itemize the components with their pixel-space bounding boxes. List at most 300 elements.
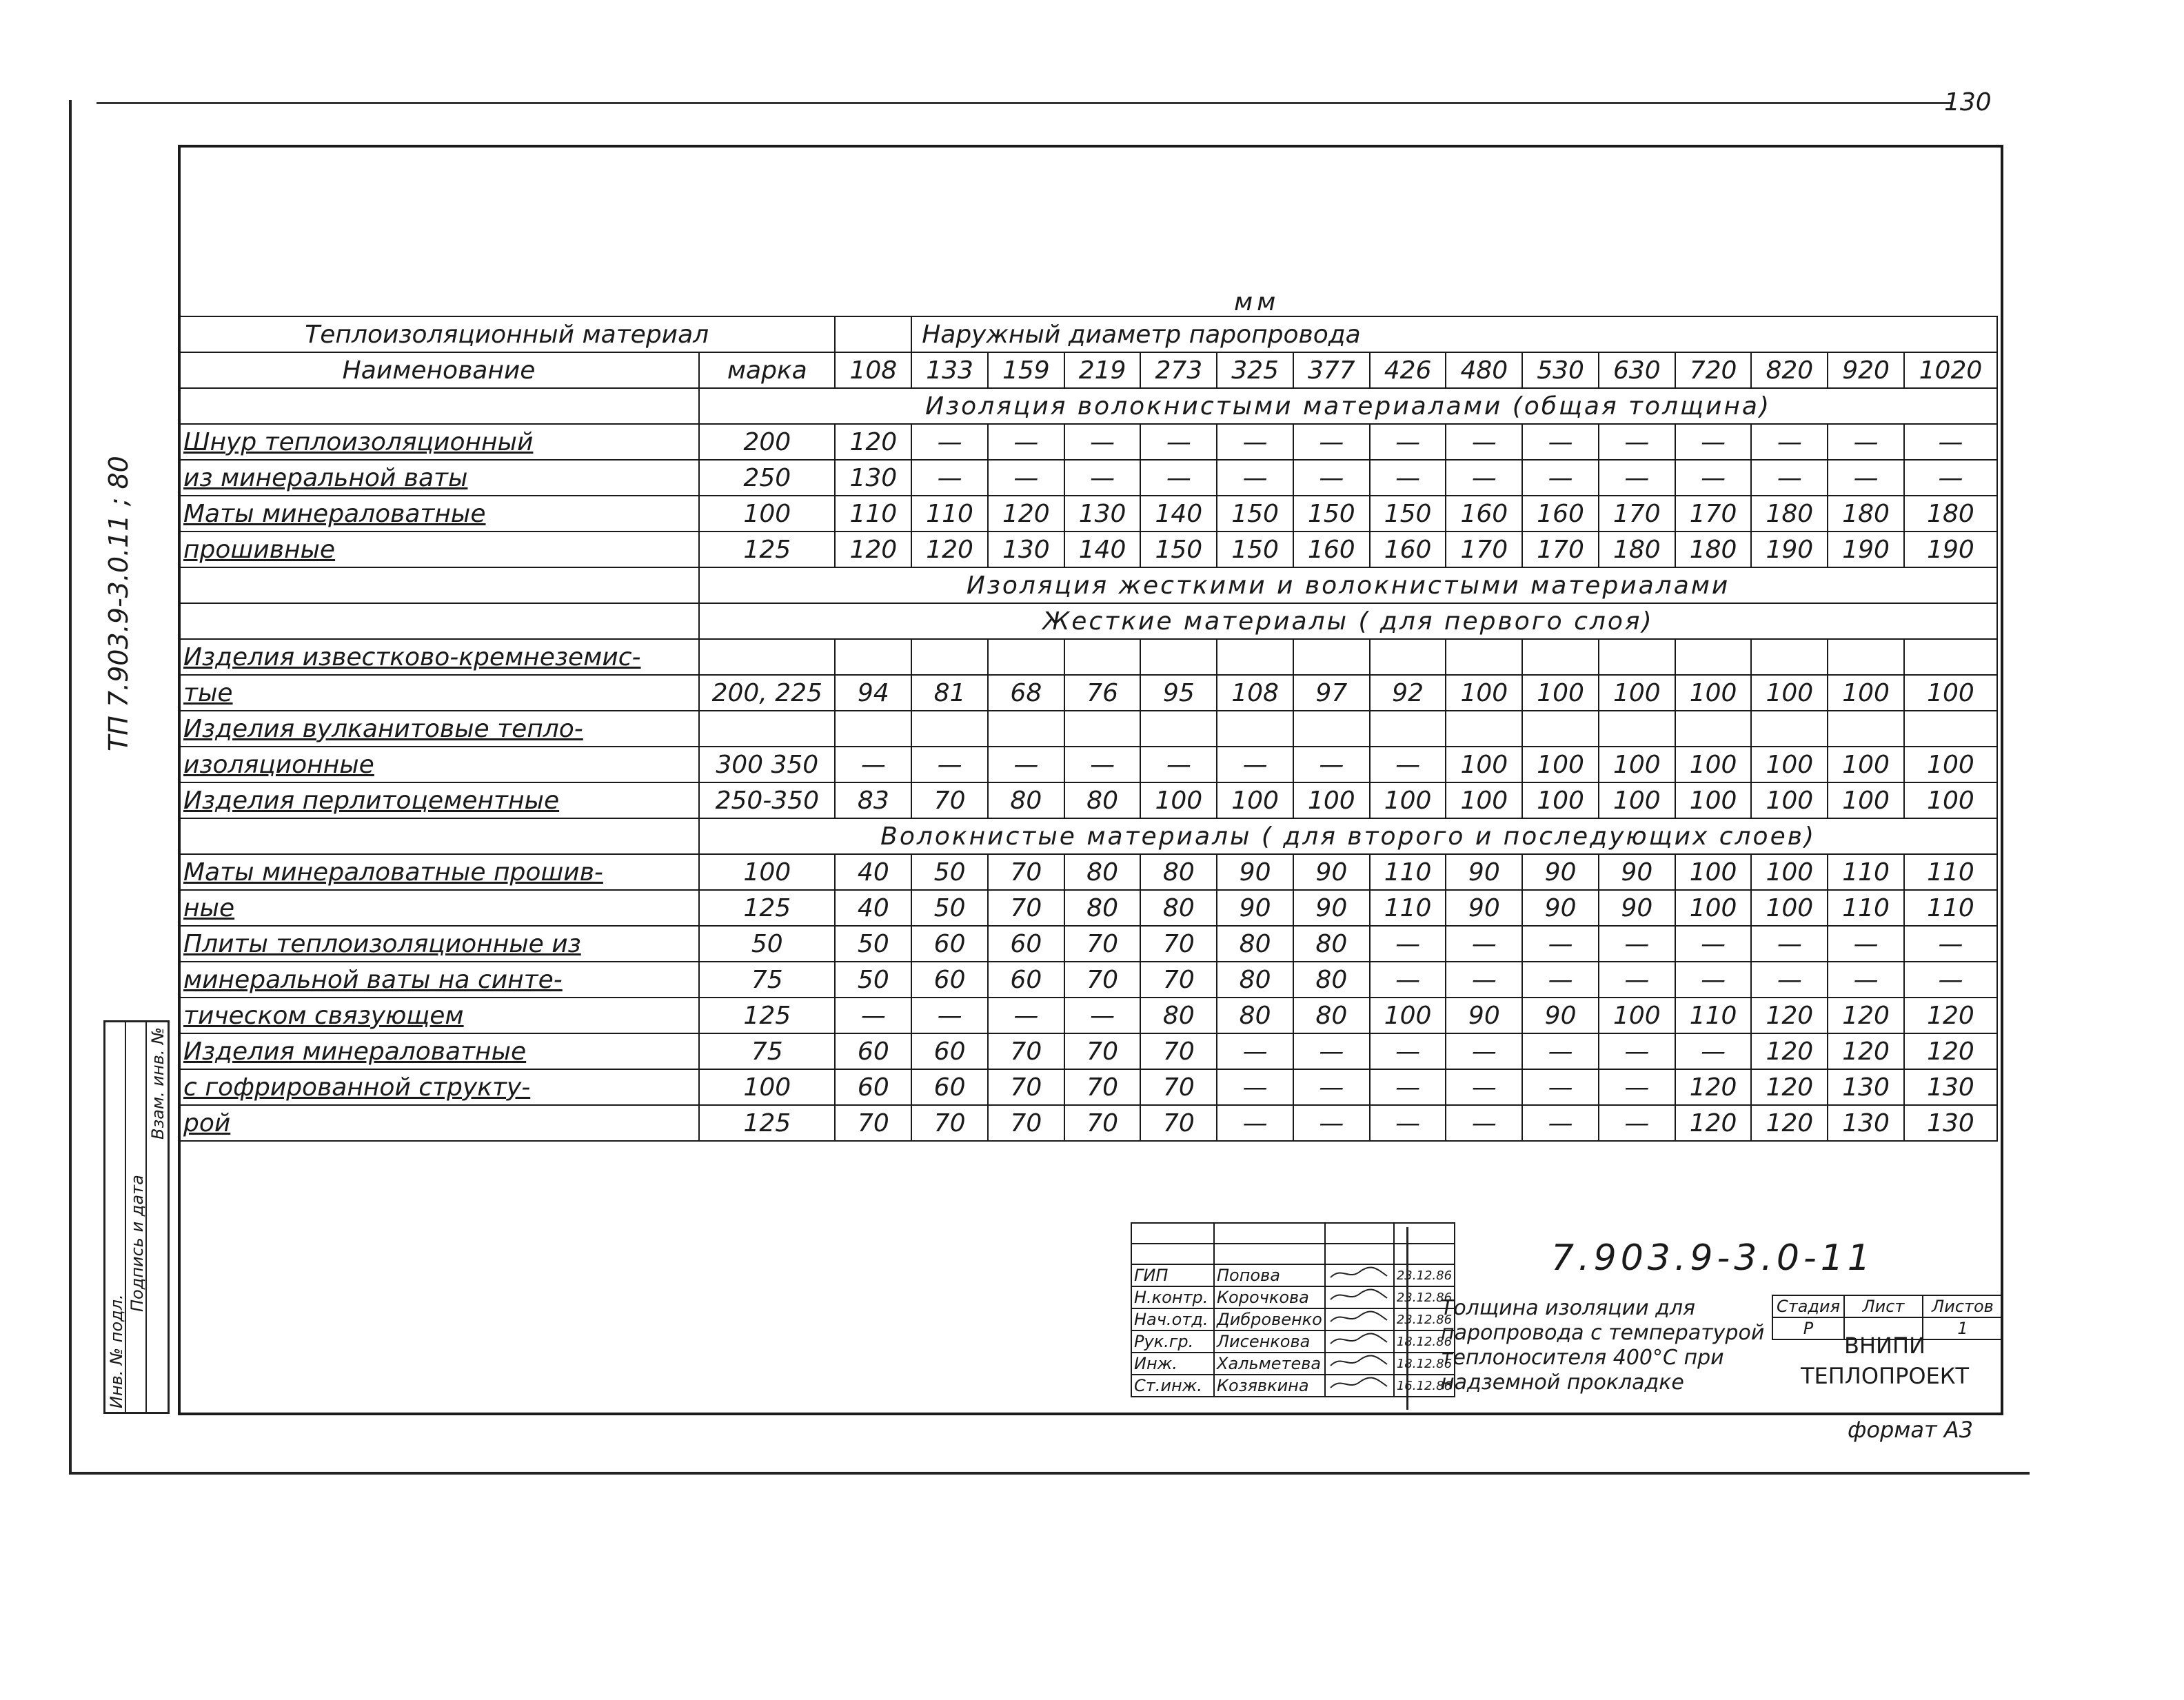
row-value: 80 [1064,854,1141,890]
row-value: 110 [1904,854,1997,890]
row-value [1293,711,1370,747]
table-row [179,1033,1997,1069]
row-value: — [1217,1069,1293,1105]
row-value [1446,711,1522,747]
signature-mark [1328,1309,1390,1326]
row-value: 100 [1675,675,1752,711]
row-mark: 50 [699,926,835,962]
row-value [911,711,988,747]
row-value: — [1217,747,1293,782]
row-value: — [1370,747,1446,782]
row-value: 76 [1064,675,1141,711]
row-value: 80 [1064,782,1141,818]
row-value: 50 [911,890,988,926]
row-value: 70 [988,854,1064,890]
staff-name: Лисенкова [1214,1330,1325,1353]
row-value: 130 [988,532,1064,567]
row-value: — [911,747,988,782]
row-value [1064,711,1141,747]
row-value: — [1064,460,1141,496]
row-value: — [1217,1033,1293,1069]
row-value: 80 [1064,890,1141,926]
row-value: — [1675,1033,1752,1069]
staff-date: 23.12.86 [1394,1264,1455,1286]
row-mark: 125 [699,1105,835,1141]
row-value: 120 [988,496,1064,532]
side-signature-box [103,1020,170,1414]
row-value [1599,711,1675,747]
row-value: — [1675,926,1752,962]
row-value: 160 [1446,496,1522,532]
row-value: 70 [835,1105,911,1141]
table-row [179,782,1997,818]
row-value: 120 [1751,1033,1828,1069]
row-value [1446,639,1522,675]
row-mark: 300 350 [699,747,835,782]
staff-blank-cell [1214,1244,1325,1264]
row-value [988,639,1064,675]
row-value [1217,711,1293,747]
row-value: 70 [1140,1033,1217,1069]
row-value: 100 [1828,747,1904,782]
row-value: — [1446,926,1522,962]
staff-signature [1325,1286,1394,1308]
row-value: — [1828,962,1904,998]
table-row [179,926,1997,962]
row-value: 80 [1217,962,1293,998]
row-value: 120 [1904,1033,1997,1069]
row-value [1675,711,1752,747]
row-value: 90 [1217,854,1293,890]
row-value [1522,711,1599,747]
row-value: 100 [1522,675,1599,711]
row-value: 80 [1140,890,1217,926]
row-value: — [1293,747,1370,782]
row-value: 100 [1904,782,1997,818]
row-value: 100 [1522,782,1599,818]
staff-blank-cell [1131,1223,1214,1244]
row-value: 100 [1675,854,1752,890]
row-value: 60 [988,962,1064,998]
staff-signature [1325,1330,1394,1353]
row-mark: 200 [699,424,835,460]
row-value: 50 [835,926,911,962]
row-value: 120 [1751,1105,1828,1141]
row-value: — [1140,424,1217,460]
header-mark: марка [699,352,835,388]
row-value: 120 [1751,1069,1828,1105]
header-name: Наименование [179,352,699,388]
row-mark: 200, 225 [699,675,835,711]
row-value: — [1140,460,1217,496]
row-value: 100 [1751,782,1828,818]
row-value: 120 [1828,1033,1904,1069]
row-value: 100 [1828,675,1904,711]
row-name: рой [179,1105,699,1141]
row-value [1140,711,1217,747]
row-value [1599,639,1675,675]
table-row [179,747,1997,782]
row-value: 100 [1751,675,1828,711]
row-value: 80 [1293,926,1370,962]
row-value: — [911,998,988,1033]
row-value: — [1522,460,1599,496]
row-value: — [1599,1105,1675,1141]
row-value: — [1599,926,1675,962]
row-value [1828,639,1904,675]
row-value: 130 [1064,496,1141,532]
row-name: с гофрированной структу- [179,1069,699,1105]
row-value: — [835,747,911,782]
row-value: 100 [1599,747,1675,782]
table-row [179,711,1997,747]
sheets-value: 1 [1923,1317,2003,1339]
row-value: 140 [1064,532,1141,567]
organization [1772,1330,1998,1391]
row-value: — [1904,926,1997,962]
row-value: 70 [1140,1069,1217,1105]
row-value: — [1599,1069,1675,1105]
header-blank [835,316,911,352]
row-value: 70 [1064,1069,1141,1105]
row-mark [699,639,835,675]
row-value: 190 [1751,532,1828,567]
row-value: 70 [1064,926,1141,962]
header-diameter-value: 1020 [1904,352,1997,388]
row-value: 100 [1370,998,1446,1033]
row-value: 90 [1522,998,1599,1033]
row-value: 100 [1828,782,1904,818]
row-value: 70 [1064,1033,1141,1069]
staff-role: Инж. [1131,1353,1214,1375]
row-value: 120 [835,532,911,567]
insulation-table [178,316,1998,1142]
row-value: 130 [1828,1069,1904,1105]
staff-date: 18.12.86 [1394,1353,1455,1375]
row-value: — [1751,460,1828,496]
row-value: 90 [1522,890,1599,926]
row-value: 100 [1446,782,1522,818]
staff-signature [1325,1375,1394,1397]
row-value: 94 [835,675,911,711]
staff-role: Нач.отд. [1131,1308,1214,1330]
staff-signature [1325,1353,1394,1375]
row-value: — [1370,1033,1446,1069]
section-row [179,603,1997,639]
row-value [1675,639,1752,675]
row-value: 80 [1217,926,1293,962]
row-value: 60 [835,1033,911,1069]
row-value: 100 [1675,890,1752,926]
row-value: 90 [1522,854,1599,890]
row-value: 100 [1675,782,1752,818]
row-value: — [1370,1069,1446,1105]
row-value: 150 [1293,496,1370,532]
row-value: 60 [988,926,1064,962]
row-value: 120 [1904,998,1997,1033]
header-diameter-value: 108 [835,352,911,388]
row-value: 70 [1064,962,1141,998]
row-value: 120 [911,532,988,567]
table-row [179,1105,1997,1141]
side-code: ТП 7.903.9-3.0.11 ; 80 [103,456,134,751]
staff-name: Корочкова [1214,1286,1325,1308]
section-blank [179,818,699,854]
row-value: — [1828,926,1904,962]
row-value [835,711,911,747]
section-title: Изоляция волокнистыми материалами (общая толщина) [699,388,1997,424]
row-name: прошивные [179,532,699,567]
row-value: — [1599,962,1675,998]
row-value: 100 [1370,782,1446,818]
row-value: 100 [1446,747,1522,782]
row-value: 110 [1828,890,1904,926]
row-value: — [1064,424,1141,460]
row-value: 68 [988,675,1064,711]
row-mark: 100 [699,854,835,890]
row-value: 120 [1675,1105,1752,1141]
row-value: — [1522,1069,1599,1105]
row-value: — [1370,460,1446,496]
row-value: 108 [1217,675,1293,711]
row-value: — [1370,1105,1446,1141]
staff-signature [1325,1308,1394,1330]
row-value [1522,639,1599,675]
format-label: формат А3 [1848,1417,1974,1443]
row-value: — [1217,1105,1293,1141]
staff-date: 16.12.86 [1394,1375,1455,1397]
staff-date: 23.12.86 [1394,1308,1455,1330]
row-value: 150 [1217,496,1293,532]
row-name: тые [179,675,699,711]
row-value: 60 [835,1069,911,1105]
header-diameter-value: 820 [1751,352,1828,388]
stage-value: Р [1772,1317,1844,1339]
row-value: 170 [1522,532,1599,567]
row-value [1751,639,1828,675]
row-value: 70 [988,1105,1064,1141]
row-mark: 250 [699,460,835,496]
row-value: — [1904,962,1997,998]
staff-role: Н.контр. [1131,1286,1214,1308]
row-value: 150 [1140,532,1217,567]
row-value: 100 [1217,782,1293,818]
header-row [179,352,1997,388]
row-mark: 100 [699,1069,835,1105]
row-value: — [1293,460,1370,496]
row-name: Шнур теплоизоляционный [179,424,699,460]
row-mark: 75 [699,1033,835,1069]
row-value: 100 [1522,747,1599,782]
row-value: — [1370,962,1446,998]
table-row [179,532,1997,567]
row-value: 92 [1370,675,1446,711]
row-value: 120 [1675,1069,1752,1105]
row-value: 160 [1370,532,1446,567]
row-value: — [1599,460,1675,496]
row-value: 80 [1293,998,1370,1033]
row-name: ные [179,890,699,926]
row-value: — [1522,962,1599,998]
staff-blank-cell [1325,1244,1394,1264]
row-value: 70 [1064,1105,1141,1141]
row-value: — [1217,460,1293,496]
signature-mark [1328,1265,1390,1282]
row-value: 100 [1599,998,1675,1033]
row-value: 90 [1446,998,1522,1033]
row-value: 170 [1599,496,1675,532]
row-value: 180 [1828,496,1904,532]
org-line-1: ВНИПИ [1844,1333,1925,1359]
row-value: 140 [1140,496,1217,532]
row-value: 50 [835,962,911,998]
row-value: 80 [1293,962,1370,998]
row-value: 110 [835,496,911,532]
row-value: — [1446,1033,1522,1069]
row-value: — [1064,747,1141,782]
row-value: 90 [1217,890,1293,926]
row-value: — [1217,424,1293,460]
header-diameter-value: 920 [1828,352,1904,388]
staff-name: Хальметева [1214,1353,1325,1375]
sheet-number: 130 [1944,88,1992,117]
table-row [179,460,1997,496]
row-value [1293,639,1370,675]
row-value: — [1751,926,1828,962]
row-name: Изделия вулканитовые тепло- [179,711,699,747]
row-value: 70 [1140,962,1217,998]
row-value: 190 [1828,532,1904,567]
row-value: — [1904,424,1997,460]
row-value: — [1293,424,1370,460]
signature-mark [1328,1331,1390,1348]
row-value: — [1904,460,1997,496]
row-value: 100 [1446,675,1522,711]
org-line-2: ТЕПЛОПРОЕКТ [1800,1363,1970,1389]
row-value [911,639,988,675]
row-value [1751,711,1828,747]
row-value [1217,639,1293,675]
row-value: — [1599,1033,1675,1069]
section-row [179,567,1997,603]
row-value: 180 [1675,532,1752,567]
row-value: — [1675,424,1752,460]
row-value: 70 [988,1033,1064,1069]
document-code: 7.903.9-3.0-11 [1551,1237,1874,1279]
row-value: 110 [1675,998,1752,1033]
staff-signature [1325,1264,1394,1286]
row-value: — [911,460,988,496]
row-value: 70 [911,1105,988,1141]
header-diameter-value: 133 [911,352,988,388]
staff-name: Дибровенко [1214,1308,1325,1330]
row-value: — [1522,1033,1599,1069]
row-value: 130 [1904,1069,1997,1105]
row-value: 80 [1140,998,1217,1033]
table-row [179,675,1997,711]
table-row [179,890,1997,926]
row-value: — [1293,1069,1370,1105]
row-mark: 125 [699,890,835,926]
signature-mark [1328,1375,1390,1392]
table-row [179,854,1997,890]
row-value [988,711,1064,747]
row-value: — [988,424,1064,460]
staff-role: ГИП [1131,1264,1214,1286]
row-name: Изделия минераловатные [179,1033,699,1069]
row-value: 70 [1140,1105,1217,1141]
row-value: 60 [911,926,988,962]
row-value: 95 [1140,675,1217,711]
row-value: 100 [1904,747,1997,782]
row-value: — [988,998,1064,1033]
row-mark: 100 [699,496,835,532]
row-value: 180 [1599,532,1675,567]
row-value: 40 [835,890,911,926]
row-name: Плиты теплоизоляционные из [179,926,699,962]
row-value: — [1751,962,1828,998]
side-label-inv: Инв. № подл. [107,1294,126,1408]
row-value: — [1675,460,1752,496]
staff-name: Козявкина [1214,1375,1325,1397]
row-value: 100 [1751,854,1828,890]
row-value: 130 [1904,1105,1997,1141]
section-row [179,818,1997,854]
row-value: 150 [1217,532,1293,567]
header-diameter-value: 377 [1293,352,1370,388]
section-title: Жесткие материалы ( для первого слоя) [699,603,1997,639]
stage-label: Стадия [1772,1295,1844,1317]
row-name: изоляционные [179,747,699,782]
row-value: — [988,460,1064,496]
sheets-label: Листов [1923,1295,2003,1317]
row-value: — [1293,1105,1370,1141]
row-name: Маты минераловатные прошив- [179,854,699,890]
staff-role: Рук.гр. [1131,1330,1214,1353]
row-value [835,639,911,675]
staff-name: Попова [1214,1264,1325,1286]
row-value [1064,639,1141,675]
row-value: 80 [1140,854,1217,890]
header-diameter-value: 530 [1522,352,1599,388]
row-value: 40 [835,854,911,890]
row-value: 80 [988,782,1064,818]
row-name: тическом связующем [179,998,699,1033]
row-value: — [1751,424,1828,460]
header-diameter-value: 273 [1140,352,1217,388]
section-row [179,388,1997,424]
row-value: 60 [911,1069,988,1105]
row-value: 60 [911,962,988,998]
header-diameter: Наружный диаметр паропровода [911,316,1997,352]
section-blank [179,567,699,603]
row-mark: 75 [699,962,835,998]
staff-blank-cell [1325,1223,1394,1244]
table-row [179,496,1997,532]
row-value: — [1446,1105,1522,1141]
row-value: 110 [1370,854,1446,890]
row-value: 170 [1446,532,1522,567]
signature-mark [1328,1353,1390,1370]
row-value [1904,711,1997,747]
row-value: — [1522,1105,1599,1141]
staff-blank-cell [1131,1244,1214,1264]
row-value: 60 [911,1033,988,1069]
row-value: — [1446,460,1522,496]
row-value: 90 [1293,854,1370,890]
side-label-sign: Подпись и дата [128,1175,147,1312]
row-value: 120 [1751,998,1828,1033]
